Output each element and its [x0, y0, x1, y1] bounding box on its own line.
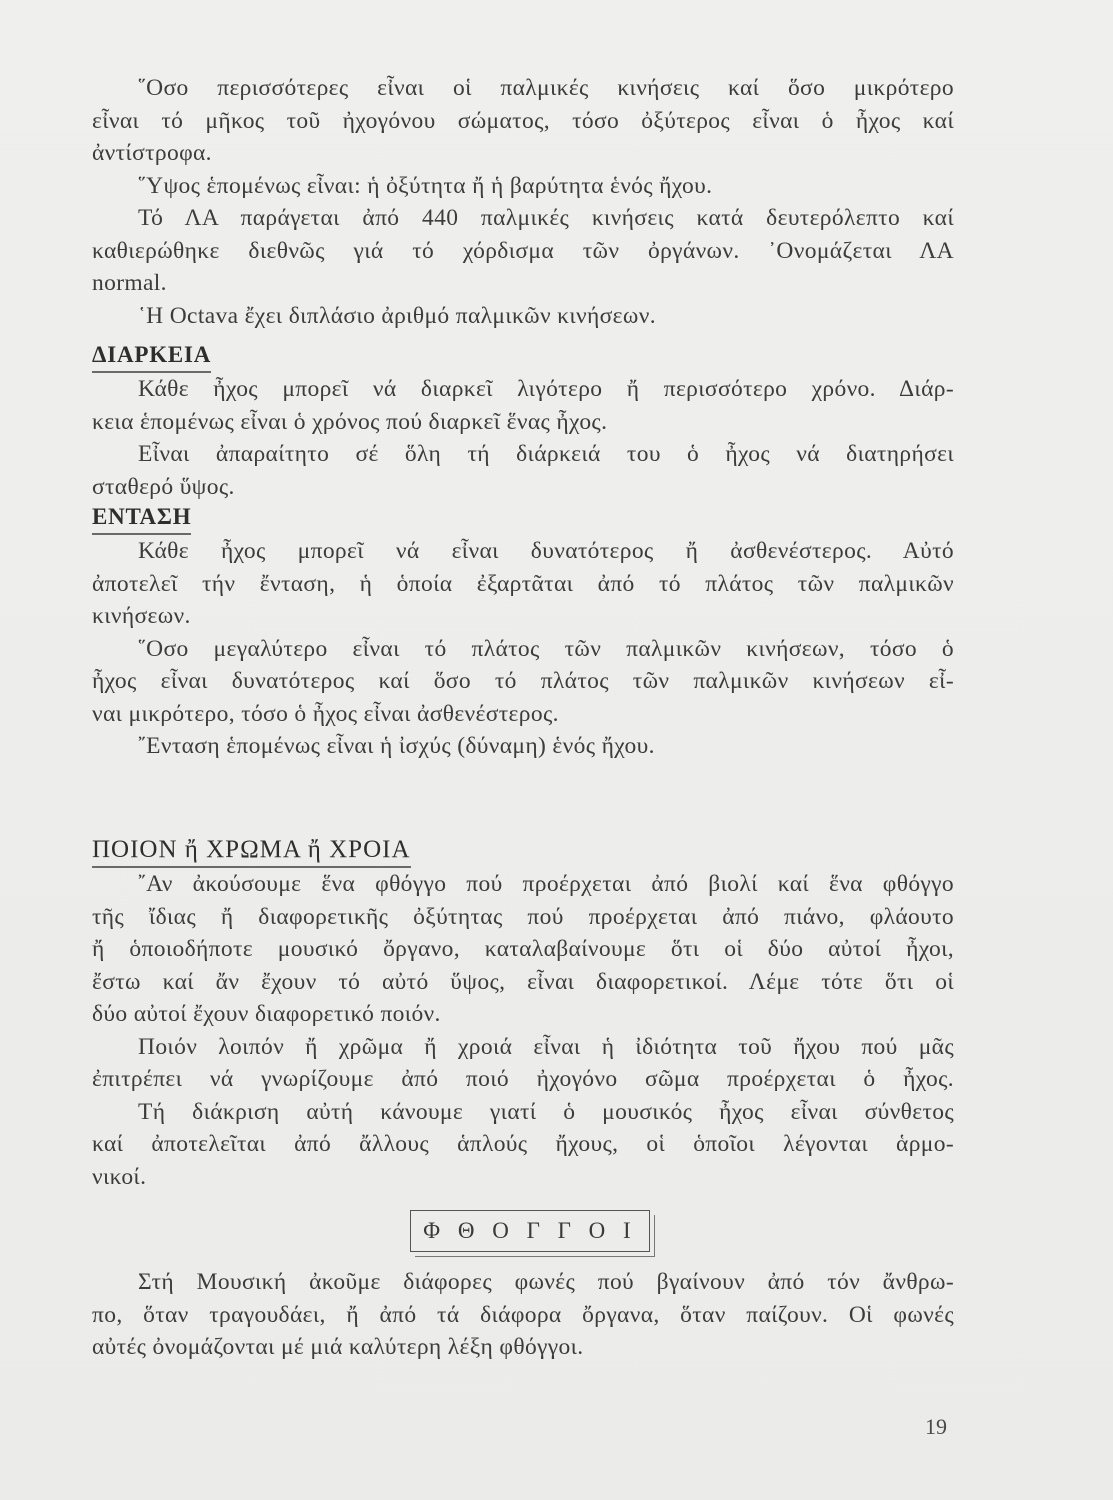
- text-line: δύο αὐτοί ἔχουν διαφορετικό ποιόν.: [92, 1001, 441, 1027]
- text-line: ῞Οσο μεγαλύτερο εἶναι τό πλάτος τῶν παλμικῶν κινήσεων, τόσο ὁ: [138, 635, 954, 662]
- text-line: ῎Αν ἀκούσουμε ἕνα φθόγγο πού προέρχεται ἀπό βιολί καί ἕνα φθόγγο: [138, 871, 954, 897]
- text-line: ἤ ὁποιοδήποτε μουσικό ὄργανο, καταλαβαίνουμε ὅτι οἱ δύο αὐτοί ἦχοι,: [92, 936, 954, 962]
- intensity-section: [92, 502, 954, 763]
- section-heading-notes-box: [410, 1210, 650, 1252]
- text-line: Κάθε ἦχος μπορεῖ νά εἶναι δυνατότερος ἤ ἀσθενέστερος. Αὐτό: [138, 538, 954, 564]
- text-line: Τό ΛΑ παράγεται ἀπό 440 παλμικές κινήσεις κατά δευτερόλεπτο καί: [138, 205, 954, 231]
- text-line: νικοί.: [92, 1163, 147, 1190]
- duration-section: [92, 340, 954, 503]
- text-line: Κάθε ἦχος μπορεῖ νά διαρκεῖ λιγότερο ἤ περισσότερο χρόνο. Διάρ-: [138, 376, 954, 402]
- pitch-section: [92, 72, 954, 332]
- text-line: αὐτές ὀνομάζονται μέ μιά καλύτερη λέξη φθόγγοι.: [92, 1334, 584, 1360]
- text-line: κινήσεων.: [92, 603, 191, 629]
- text-line: ἦχος εἶναι δυνατότερος καί ὅσο τό πλάτος τῶν παλμικῶν κινήσεων εἶ-: [92, 668, 954, 694]
- section-heading-duration: ΔΙΑΡΚΕΙΑ: [92, 340, 211, 373]
- timbre-section: [92, 835, 954, 1193]
- page-number: 19: [925, 1414, 947, 1439]
- text-line: ῎Ενταση ἑπομένως εἶναι ἡ ἰσχύς (δύναμη) ἑνός ἤχου.: [138, 733, 655, 759]
- text-line: σταθερό ὕψος.: [92, 473, 235, 500]
- text-line: ναι μικρότερο, τόσο ὁ ἦχος εἶναι ἀσθενέστερος.: [92, 700, 559, 727]
- text-line: εἶναι τό μῆκος τοῦ ἠχογόνου σώματος, τόσο ὀξύτερος εἶναι ὁ ἦχος καί: [92, 107, 954, 134]
- section-heading-timbre: ΠΟΙΟΝ ἤ ΧΡΩΜΑ ἤ ΧΡΟΙΑ: [92, 835, 411, 868]
- notes-section: [92, 1266, 954, 1364]
- text-line: Τή διάκριση αὐτή κάνουμε γιατί ὁ μουσικός ἦχος εἶναι σύνθετος: [138, 1098, 954, 1125]
- text-line: ῞Υψος ἑπομένως εἶναι: ἡ ὀξύτητα ἤ ἡ βαρύτητα ἑνός ἤχου.: [138, 172, 713, 199]
- section-heading-notes: Φ Θ Ο Γ Γ Ο Ι: [423, 1218, 637, 1243]
- text-line: πο, ὅταν τραγουδάει, ἤ ἀπό τά διάφορα ὄργανα, ὅταν παίζουν. Οἱ φωνές: [92, 1301, 954, 1328]
- text-line: καί ἀποτελεῖται ἀπό ἄλλους ἁπλούς ἤχους, οἱ ὁποῖοι λέγονται ἁρμο-: [92, 1131, 954, 1157]
- section-heading-intensity: ΕΝΤΑΣΗ: [92, 502, 191, 535]
- text-line: Στή Μουσική ἀκοῦμε διάφορες φωνές πού βγαίνουν ἀπό τόν ἄνθρω-: [138, 1269, 954, 1295]
- text-line: τῆς ἴδιας ἤ διαφορετικῆς ὀξύτητας πού προέρχεται ἀπό πιάνο, φλάουτο: [92, 903, 954, 930]
- text-line: ἀποτελεῖ τήν ἔνταση, ἡ ὁποία ἐξαρτᾶται ἀπό τό πλάτος τῶν παλμικῶν: [92, 570, 954, 597]
- text-line: normal.: [92, 270, 167, 296]
- text-line: ἐπιτρέπει νά γνωρίζουμε ἀπό ποιό ἠχογόνο σῶμα προέρχεται ὁ ἦχος.: [92, 1066, 954, 1092]
- text-line: Ποιόν λοιπόν ἤ χρῶμα ἤ χροιά εἶναι ἡ ἰδιότητα τοῦ ἤχου πού μᾶς: [138, 1033, 954, 1060]
- text-line: κεια ἑπομένως εἶναι ὁ χρόνος πού διαρκεῖ ἕνας ἦχος.: [92, 408, 608, 435]
- text-line: ἔστω καί ἄν ἔχουν τό αὐτό ὕψος, εἶναι διαφορετικοί. Λέμε τότε ὅτι οἱ: [92, 968, 954, 995]
- text-line: Εἶναι ἀπαραίτητο σέ ὅλη τή διάρκειά του ὁ ἦχος νά διατηρήσει: [138, 441, 954, 467]
- text-line: ῞Οσο περισσότερες εἶναι οἱ παλμικές κινήσεις καί ὅσο μικρότερο: [138, 75, 954, 101]
- text-line: καθιερώθηκε διεθνῶς γιά τό χόρδισμα τῶν ὀργάνων. ᾿Ονομάζεται ΛΑ: [92, 237, 954, 264]
- text-line: ῾Η Octava ἔχει διπλάσιο ἀριθμό παλμικῶν κινήσεων.: [138, 302, 656, 329]
- text-line: ἀντίστροφα.: [92, 140, 212, 166]
